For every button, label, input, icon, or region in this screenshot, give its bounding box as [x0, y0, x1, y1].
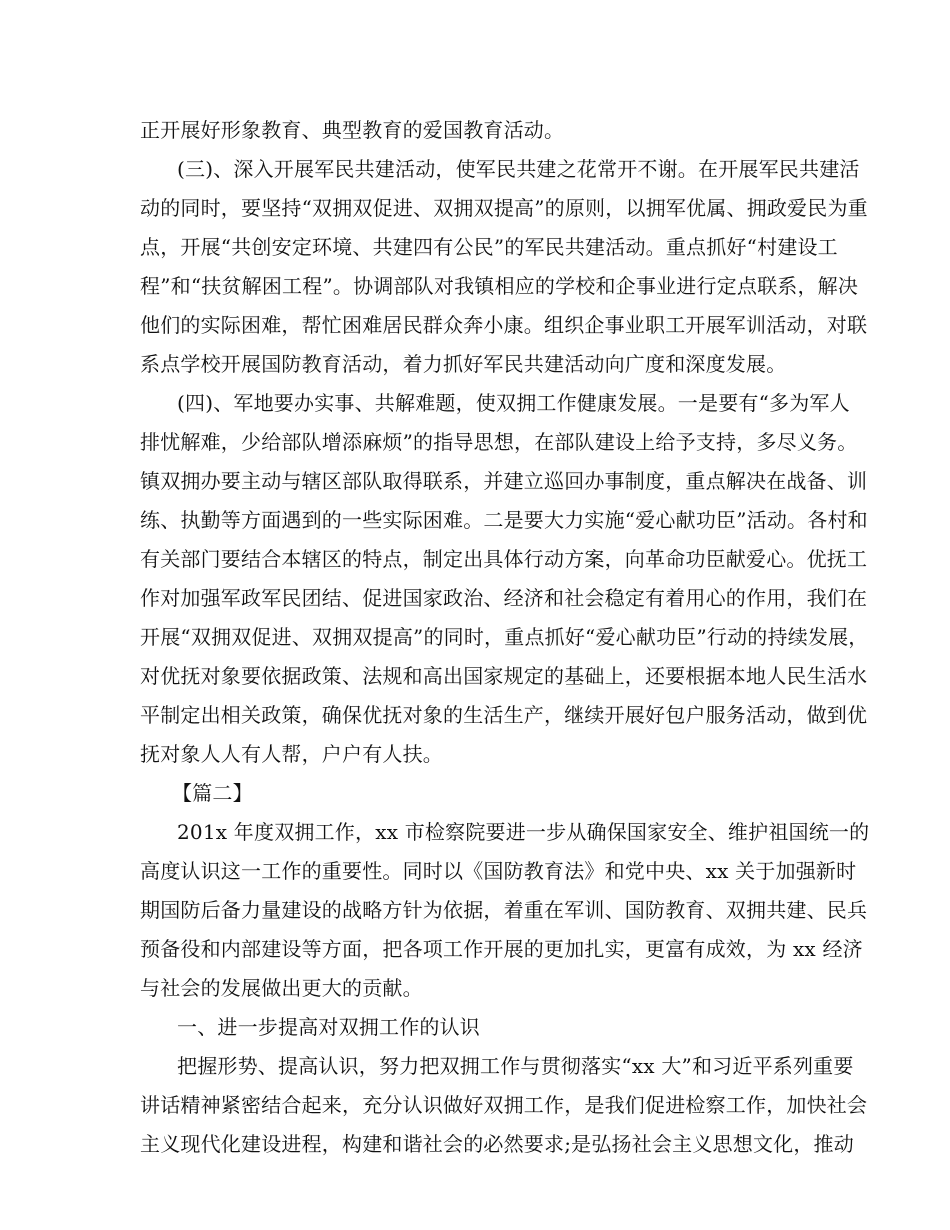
paragraph-line: 平制定出相关政策，确保优抚对象的生活生产，继续开展好包户服务活动，做到优: [140, 703, 868, 727]
paragraph-line: 他们的实际困难，帮忙困难居民群众奔小康。组织企事业职工开展军训活动，对联: [140, 313, 868, 337]
paragraph-line: 高度认识这一工作的重要性。同时以《国防教育法》和党中央、xx 关于加强新时: [140, 859, 857, 883]
paragraph-line: 作对加强军政军民团结、促进国家政治、经济和社会稳定有着用心的作用，我们在: [140, 586, 868, 610]
paragraph-line: 镇双拥办要主动与辖区部队取得联系，并建立巡回办事制度，重点解决在战备、训: [140, 469, 868, 493]
paragraph-line: 抚对象人人有人帮，户户有人扶。: [140, 742, 443, 766]
paragraph-line: 程”和“扶贫解困工程”。协调部队对我镇相应的学校和企事业进行定点联系，解决: [140, 274, 859, 298]
section-title: 【篇二】: [172, 781, 253, 805]
paragraph-line: 对优抚对象要依据政策、法规和高出国家规定的基础上，还要根据本地人民生活水: [140, 664, 868, 688]
paragraph-line: 点，开展“共创安定环境、共建四有公民”的军民共建活动。重点抓好“村建设工: [140, 235, 838, 259]
paragraph-line: 期国防后备力量建设的战略方针为依据，着重在军训、国防教育、双拥共建、民兵: [140, 898, 868, 922]
paragraph-line: 与社会的发展做出更大的贡献。: [140, 976, 423, 1000]
paragraph-line: 预备役和内部建设等方面，把各项工作开展的更加扎实，更富有成效，为 xx 经济: [140, 937, 863, 961]
paragraph-line: 开展“双拥双促进、双拥双提高”的同时，重点抓好“爱心献功臣”行动的持续发展，: [140, 625, 869, 649]
paragraph-line: 动的同时，要坚持“双拥双促进、双拥双提高”的原则，以拥军优属、拥政爱民为重: [140, 196, 868, 220]
paragraph-line: 有关部门要结合本辖区的特点，制定出具体行动方案，向革命功臣献爱心。优抚工: [140, 547, 868, 571]
paragraph-line: 讲话精神紧密结合起来，充分认识做好双拥工作，是我们促进检察工作，加快社会: [140, 1093, 868, 1117]
paragraph-line: (四)、军地要办实事、共解难题，使双拥工作健康发展。一是要有“多为军人: [177, 391, 850, 415]
paragraph-line: 系点学校开展国防教育活动，着力抓好军民共建活动向广度和深度发展。: [140, 352, 787, 376]
section-heading: 一、进一步提高对双拥工作的认识: [177, 1015, 480, 1039]
paragraph-line: (三)、深入开展军民共建活动，使军民共建之花常开不谢。在开展军民共建活: [177, 157, 860, 181]
paragraph-line: 练、执勤等方面遇到的一些实际困难。二是要大力实施“爱心献功臣”活动。各村和: [140, 508, 868, 532]
paragraph-line: 把握形势、提高认识，努力把双拥工作与贯彻落实“xx 大”和习近平系列重要: [177, 1054, 854, 1078]
paragraph-line: 正开展好形象教育、典型教育的爱国教育活动。: [140, 118, 565, 142]
paragraph-line: 主义现代化建设进程，构建和谐社会的必然要求;是弘扬社会主义思想文化，推动: [140, 1132, 854, 1156]
paragraph-line: 排忧解难，少给部队增添麻烦”的指导思想，在部队建设上给予支持，多尽义务。: [140, 430, 858, 454]
paragraph-line: 201x 年度双拥工作，xx 市检察院要进一步从确保国家安全、维护祖国统一的: [177, 820, 870, 844]
